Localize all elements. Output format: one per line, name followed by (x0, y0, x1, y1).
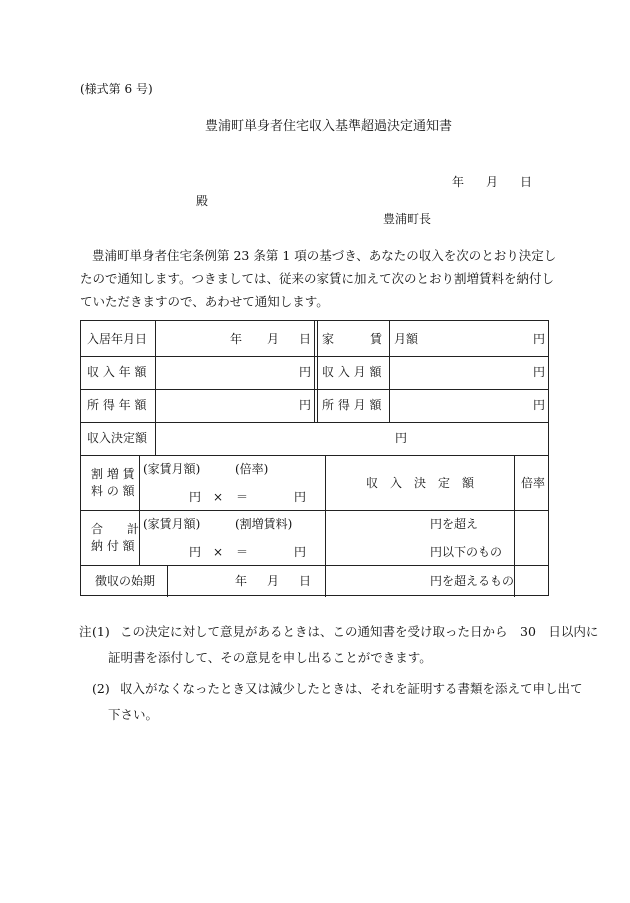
col-divider (167, 565, 168, 597)
yen-unit: 円 (533, 365, 546, 379)
day-label: 日 (299, 332, 312, 346)
row-divider (81, 455, 548, 456)
date-day-label: 日 (520, 175, 533, 189)
times-sign: × (213, 490, 224, 504)
note-2-line-1: 収入がなくなったとき又は減少したときは、それを証明する書類を添えて申し出て (120, 681, 583, 696)
yen-unit: 円 (294, 545, 307, 559)
note-1-line-2: 証明書を添付して、その意見を申し出ることができます。 (108, 650, 432, 665)
yen-unit: 円 (294, 490, 307, 504)
monthly-amount-label: 月額 (394, 332, 419, 346)
note-1-line-1: この決定に対して意見があるときは、この通知書を受け取った日から 30 日以内に (120, 624, 599, 639)
monthly-income-label: 収 入 月 額 (322, 365, 382, 379)
annual-earnings-label: 所 得 年 額 (87, 398, 147, 412)
col-divider (317, 321, 318, 422)
month-label: 月 (267, 574, 280, 588)
note-prefix: 注 (79, 624, 92, 639)
year-label: 年 (230, 332, 243, 346)
col-divider (155, 422, 156, 455)
document-title: 豊浦町単身者住宅収入基準超過決定通知書 (205, 119, 453, 134)
body-text: 豊浦町単身者住宅条例第 23 条第 1 項の基づき、あなたの収入を次のとおり決定したので通知します。つきましては、従来の家賃に加えて次のとおり割増賃料を納付していただきますので、あわせて通知します。 (80, 248, 557, 309)
month-label: 月 (267, 332, 280, 346)
rent-label: 家 賃 (322, 332, 383, 346)
col-divider (325, 455, 326, 597)
form-number: (様式第 6 号) (80, 82, 153, 96)
row-divider (81, 565, 548, 566)
income-decided-header: 収 入 決 定 額 (366, 476, 475, 490)
row-divider (81, 422, 548, 423)
rent-monthly-heading: (家賃月額) (143, 517, 201, 531)
col-divider (155, 321, 156, 422)
over-yen-end-text: 円を超えるもの (430, 574, 515, 588)
col-divider (389, 321, 390, 422)
yen-unit: 円 (189, 490, 202, 504)
surcharge-label-line2: 料 の 額 (91, 484, 135, 498)
monthly-earnings-label: 所 得 月 額 (322, 398, 382, 412)
col-divider (314, 321, 315, 422)
addressee-suffix: 殿 (196, 194, 209, 208)
decided-income-label: 収入決定額 (87, 431, 148, 445)
under-yen-text: 円以下のもの (430, 545, 503, 559)
equals-sign: ＝ (236, 545, 249, 559)
date-month-label: 月 (486, 175, 499, 189)
income-table (80, 320, 549, 596)
yen-unit: 円 (395, 431, 408, 445)
rate-header: 倍率 (521, 476, 546, 490)
rent-monthly-heading: (家賃月額) (143, 462, 201, 476)
yen-unit: 円 (299, 365, 312, 379)
day-label: 日 (299, 574, 312, 588)
yen-unit: 円 (189, 545, 202, 559)
total-label-line2: 納 付 額 (91, 539, 135, 553)
times-sign: × (213, 545, 224, 559)
annual-income-label: 収 入 年 額 (87, 365, 147, 379)
total-label-line1: 合 計 (91, 522, 140, 536)
yen-unit: 円 (533, 398, 546, 412)
row-divider (81, 510, 548, 511)
issuer: 豊浦町長 (383, 212, 432, 226)
over-yen-text: 円を超え (430, 517, 479, 531)
note-2-line-2: 下さい。 (108, 707, 159, 722)
year-label: 年 (235, 574, 248, 588)
move-in-date-label: 入居年月日 (87, 332, 148, 346)
collection-start-label: 徴収の始期 (95, 574, 156, 588)
col-divider (514, 455, 515, 597)
col-divider (139, 455, 140, 565)
equals-sign: ＝ (236, 490, 249, 504)
note-2-number: (2) (92, 681, 110, 696)
date-year-label: 年 (452, 175, 465, 189)
rate-heading: (倍率) (235, 462, 269, 476)
surcharge-heading: (割増賃料) (235, 517, 293, 531)
yen-unit: 円 (299, 398, 312, 412)
surcharge-label-line1: 割 増 賃 (91, 467, 135, 481)
yen-unit: 円 (533, 332, 546, 346)
note-1-number: (1) (92, 624, 110, 639)
